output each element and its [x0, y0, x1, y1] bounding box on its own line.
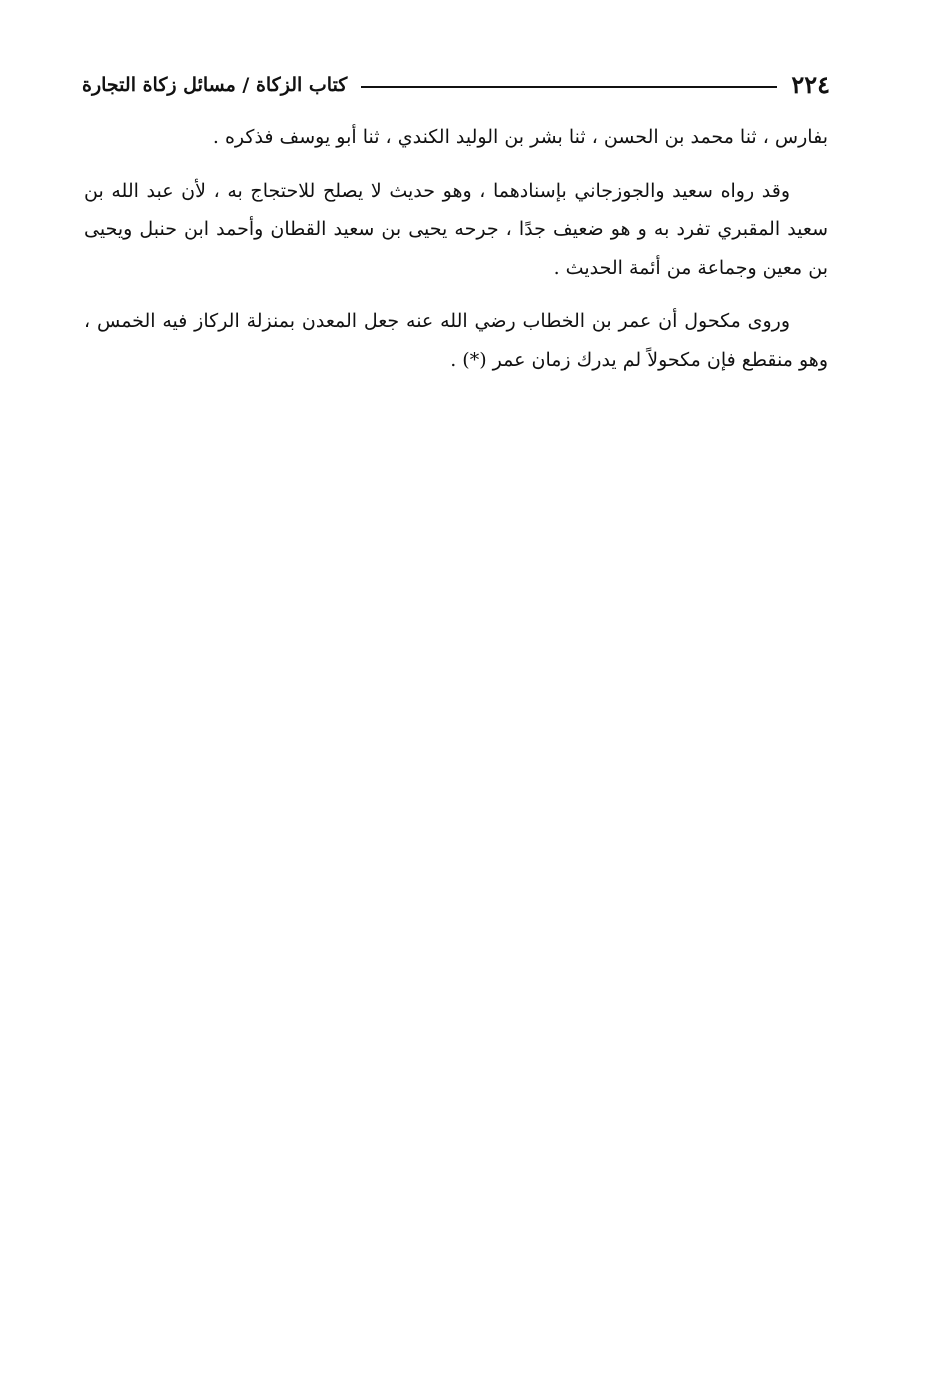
paragraph-3: وروى مكحول أن عمر بن الخطاب رضي الله عنه جعل المعدن بمنزلة الركاز فيه الخمس ، وهو منقطع فإن مكحولاً لم يدرك زمان عمر (*) . [84, 310, 828, 371]
page-header [82, 68, 830, 102]
page-number: ٢٢٤ [791, 70, 830, 99]
running-title: كتاب الزكاة / مسائل زكاة التجارة [82, 74, 348, 96]
body-text [84, 118, 828, 379]
header-rule [361, 86, 777, 88]
paragraph-2: وقد رواه سعيد والجوزجاني بإسنادهما ، وهو حديث لا يصلح للاحتجاج به ، لأن عبد الله بن سعيد المقبري تفرد به و هو ضعيف جدًا ، جرحه يحيى بن سعيد القطان وأحمد ابن حنبل ويحيى بن معين وجماعة من أئمة الحديث . [84, 179, 828, 279]
paragraph-1: بفارس ، ثنا محمد بن الحسن ، ثنا بشر بن الوليد الكندي ، ثنا أبو يوسف فذكره . [212, 126, 828, 148]
